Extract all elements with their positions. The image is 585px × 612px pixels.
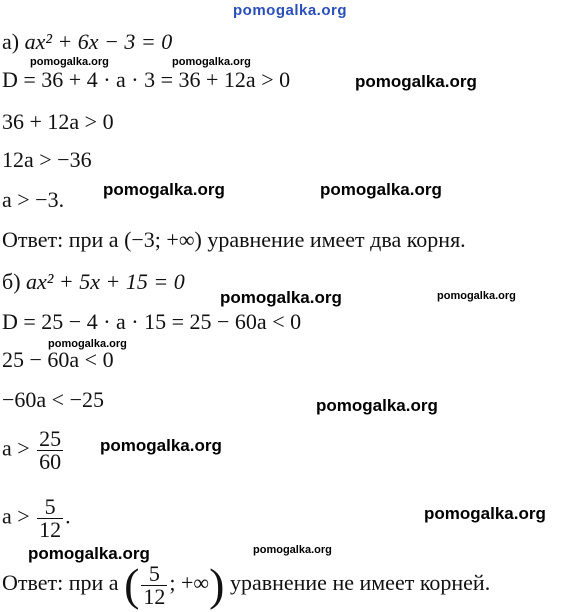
fraction-numerator: 5 (148, 560, 160, 586)
part-a-answer: Ответ: при a (−3; +∞) уравнение имеет два корня. (2, 227, 466, 252)
watermark: pomogalka.org (320, 180, 442, 199)
watermark: pomogalka.org (424, 504, 546, 523)
watermark: pomogalka.org (103, 180, 225, 199)
part-b-frac-line-1 (2, 428, 65, 473)
part-b-frac1-lhs: a > (2, 435, 30, 461)
fraction-5-12 (37, 496, 63, 541)
part-b-frac-line-2 (2, 496, 71, 541)
part-b-equation (2, 270, 185, 294)
part-b-step-2: −60a < −25 (2, 387, 104, 412)
part-b-answer (2, 559, 491, 610)
open-paren: ( (124, 559, 140, 610)
part-a-prefix: а) (2, 29, 20, 54)
part-b-frac2-tail: . (65, 503, 71, 529)
fraction-denominator: 60 (39, 449, 62, 474)
part-b-equation-text: ax² + 5x + 15 = 0 (26, 269, 185, 294)
part-a-equation (2, 30, 172, 54)
watermark-top: pomogalka.org (233, 2, 348, 19)
close-paren: ) (209, 559, 225, 610)
part-a-equation-text: ax² + 6x − 3 = 0 (24, 29, 173, 54)
fraction-numerator: 5 (44, 494, 56, 519)
watermark: pomogalka.org (253, 544, 332, 556)
part-b-answer-prefix: Ответ: при a (2, 570, 119, 596)
watermark: pomogalka.org (316, 396, 438, 415)
fraction-numerator: 25 (39, 426, 62, 451)
part-a-step-1: 36 + 12a > 0 (2, 109, 114, 134)
part-b-answer-suffix: уравнение не имеет корней. (229, 570, 491, 596)
watermark: pomogalka.org (220, 288, 342, 307)
answer-fraction (141, 560, 167, 609)
watermark: pomogalka.org (28, 544, 150, 563)
watermark: pomogalka.org (48, 338, 127, 350)
fraction-denominator: 12 (39, 517, 62, 542)
part-b-step-1: 25 − 60a < 0 (2, 347, 114, 372)
part-b-prefix: б) (2, 269, 21, 294)
part-a-step-3: a > −3. (2, 187, 65, 212)
fraction-25-60 (37, 428, 63, 473)
part-a-discriminant: D = 36 + 4 · a · 3 = 36 + 12a > 0 (2, 67, 291, 92)
part-a-step-2: 12a > −36 (2, 147, 92, 172)
watermark: pomogalka.org (30, 56, 109, 68)
watermark: pomogalka.org (437, 290, 516, 302)
watermark: pomogalka.org (355, 72, 477, 91)
fraction-denominator: 12 (143, 583, 166, 609)
watermark: pomogalka.org (100, 436, 222, 455)
part-b-frac2-lhs: a > (2, 503, 30, 529)
watermark: pomogalka.org (172, 56, 251, 68)
part-b-discriminant: D = 25 − 4 · a · 15 = 25 − 60a < 0 (2, 309, 302, 334)
answer-interval-tail: ; +∞ (169, 570, 210, 596)
